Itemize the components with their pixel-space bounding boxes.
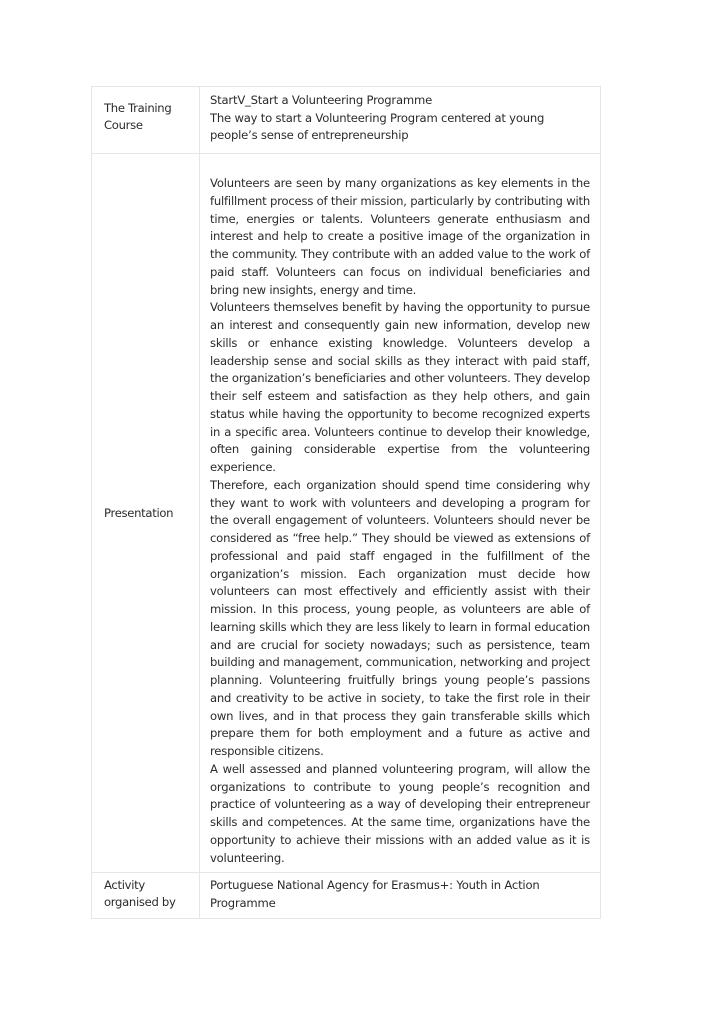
- course-title: StartV_Start a Volunteering Programme: [210, 93, 433, 107]
- training-course-label: [92, 87, 200, 153]
- activity-row: [92, 872, 600, 918]
- presentation-label: Presentation: [92, 154, 200, 872]
- training-course-label-line-2: Course: [104, 118, 143, 132]
- presentation-text: [200, 154, 600, 872]
- training-course-label-line-1: The Training: [104, 101, 172, 115]
- presentation-row: [92, 153, 600, 872]
- training-course-value: [200, 87, 600, 153]
- activity-value: [200, 873, 600, 918]
- activity-value-line-2: Programme: [210, 895, 276, 910]
- activity-label: [92, 873, 200, 918]
- presentation-paragraph-2: Volunteers themselves benefit by having the opportunity to pursue an interest and consequently gain new information, develop new skills or enhance existing knowledge. Volunteers develop a leadership sense and social skills as they interact with paid staff, the organization’s beneficiaries and other volunteers. They develop their self esteem and satisfaction as they help others, and gain status while having the opportunity to become recognized experts in a specific area. Volunteers continue to develop their knowledge, often gaining considerable expertise from the volunteering experience.: [210, 300, 590, 474]
- presentation-paragraph-3: Therefore, each organization should spend time considering why they want to work with volunteers and developing a program for the overall engagement of volunteers. Volunteers should never be considered as “free help.” They should be viewed as extensions of professional and paid staff engaged in the fulfillment of the organization’s mission. Each organization must decide how volunteers can most effectively and efficiently assist with their mission. In this process, young people, as volunteers are able of learning skills which they are less likely to learn in formal education and are crucial for society nowadays; such as persistence, team building and management, communication, networking and project planning. Volunteering fruitfully brings young people’s passions and creativity to be active in society, to take the first role in their own lives, and in that process they gain transferable skills which prepare them for both employment and a future as active and responsible citizens.: [210, 477, 590, 758]
- course-subtitle-line-1: The way to start a Volunteering Program centered at young: [210, 110, 545, 125]
- activity-value-line-1: Portuguese National Agency for Erasmus+: Youth in Action: [210, 878, 540, 892]
- activity-label-line-1: Activity: [104, 878, 145, 892]
- presentation-paragraph-1: Volunteers are seen by many organizations as key elements in the fulfillment process of their mission, particularly by contributing with time, energies or talents. Volunteers generate enthusiasm and interest and help to create a positive image of the organization in the community. They contribute with an added value to the work of paid staff. Volunteers can focus on individual beneficiaries and bring new insights, energy and time.: [210, 176, 590, 297]
- presentation-paragraph-4: A well assessed and planned volunteering program, will allow the organizations to contribute to young people’s recognition and practice of volunteering as a way of developing their entrepreneur skills and competences. At the same time, organizations have the opportunity to achieve their missions with an added value as it is volunteering.: [210, 761, 590, 865]
- activity-label-line-2: organised by: [104, 895, 176, 909]
- training-course-row: [92, 87, 600, 153]
- course-subtitle-line-2: people’s sense of entrepreneurship: [210, 128, 409, 142]
- document-table: [91, 86, 601, 919]
